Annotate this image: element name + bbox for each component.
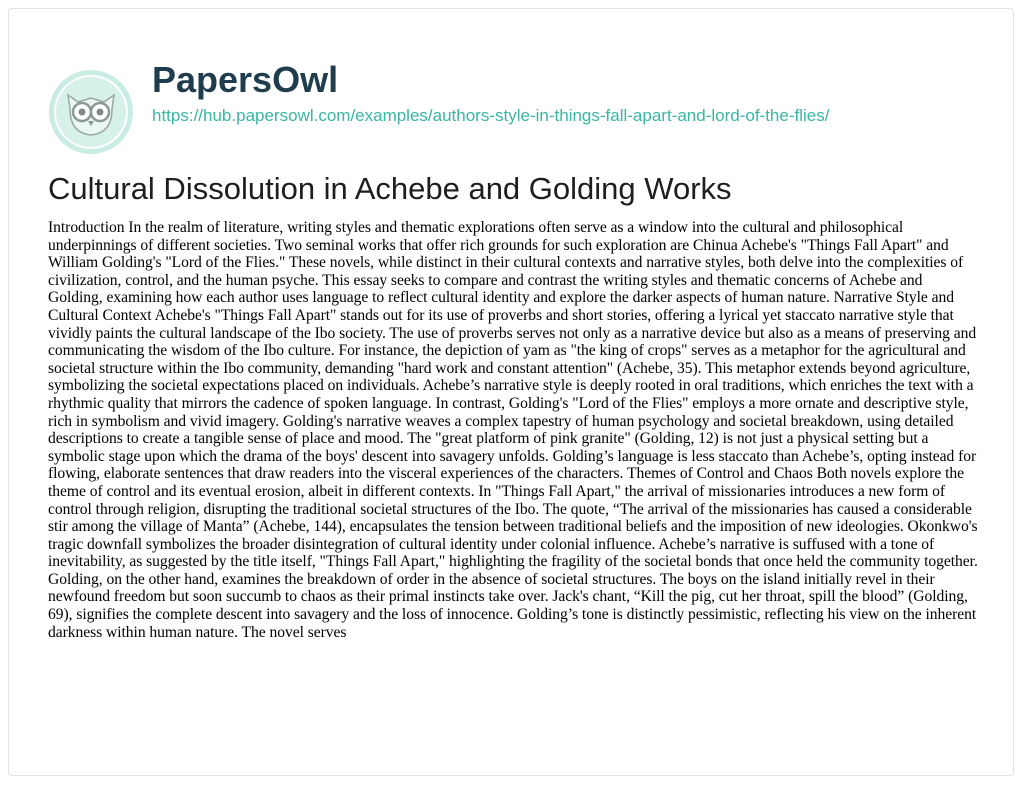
article-body: Introduction In the realm of literature, writing styles and thematic explorations often serve as a window into the cultural and philosophical underpinnings of different societies. Two seminal works that offer rich grounds for such exploration are Chinua Achebe's "Things Fall Apart" and William Golding's "Lord of the Flies." These novels, while distinct in their cultural contexts and narrative styles, both delve into the complexities of civilization, control, and the human psyche. This essay seeks to compare and contrast the writing styles and thematic concerns of Achebe and Golding, examining how each author uses language to reflect cultural identity and explore the darker aspects of human nature. Narrative Style and Cultural Context Achebe's "Things Fall Apart" stands out for its use of proverbs and short stories, offering a lyrical yet staccato narrative style that vividly paints the cultural landscape of the Ibo society. The use of proverbs serves not only as a narrative device but also as a means of preserving and communicating the wisdom of the Ibo culture. For instance, the depiction of yam as "the king of crops" serves as a metaphor for the agricultural and societal structure within the Ibo community, demanding "hard work and constant attention" (Achebe, 35). This metaphor extends beyond agriculture, symbolizing the societal expectations placed on individuals. Achebe’s narrative style is deeply rooted in oral traditions, which enriches the text with a rhythmic quality that mirrors the cadence of spoken language. In contrast, Golding's "Lord of the Flies" employs a more ornate and descriptive style, rich in symbolism and vivid imagery. Golding's narrative weaves a complex tapestry of human psychology and societal breakdown, using detailed descriptions to create a tangible sense of place and mood. The "great platform of pink granite" (Golding, 12) is not just a physical setting but a symbolic stage upon which the drama of the boys' descent into savagery unfolds. Golding’s language is less staccato than Achebe’s, opting instead for flowing, elaborate sentences that draw readers into the visceral experiences of the characters. Themes of Control and Chaos Both novels explore the theme of control and its eventual erosion, albeit in different contexts. In "Things Fall Apart," the arrival of missionaries introduces a new form of control through religion, disrupting the traditional societal structures of the Ibo. The quote, “The arrival of the missionaries has caused a considerable stir among the village of Manta” (Achebe, 144), encapsulates the tension between traditional beliefs and the imposition of new ideologies. Okonkwo's tragic downfall symbolizes the broader disintegration of cultural identity under colonial influence. Achebe’s narrative is suffused with a tone of inevitability, as suggested by the title itself, "Things Fall Apart," highlighting the fragility of the societal bonds that once held the community together. Golding, on the other hand, examines the breakdown of order in the absence of societal structures. The boys on the island initially revel in their newfound freedom but soon succumb to chaos as their primal instincts take over. Jack's chant, “Kill the pig, cut her throat, spill the blood” (Golding, 69), signifies the complete descent into savagery and the loss of innocence. Golding’s tone is distinctly pessimistic, reflecting his view on the inherent darkness within human nature. The novel serves <box>48 219 978 641</box>
brand-name[interactable]: PapersOwl <box>152 59 339 100</box>
page-title: Cultural Dissolution in Achebe and Golding Works <box>48 171 732 206</box>
source-url-link[interactable]: https://hub.papersowl.com/examples/authors-style-in-things-fall-apart-and-lord-of-the-flies/ <box>152 106 830 125</box>
owl-logo-icon <box>48 69 134 155</box>
